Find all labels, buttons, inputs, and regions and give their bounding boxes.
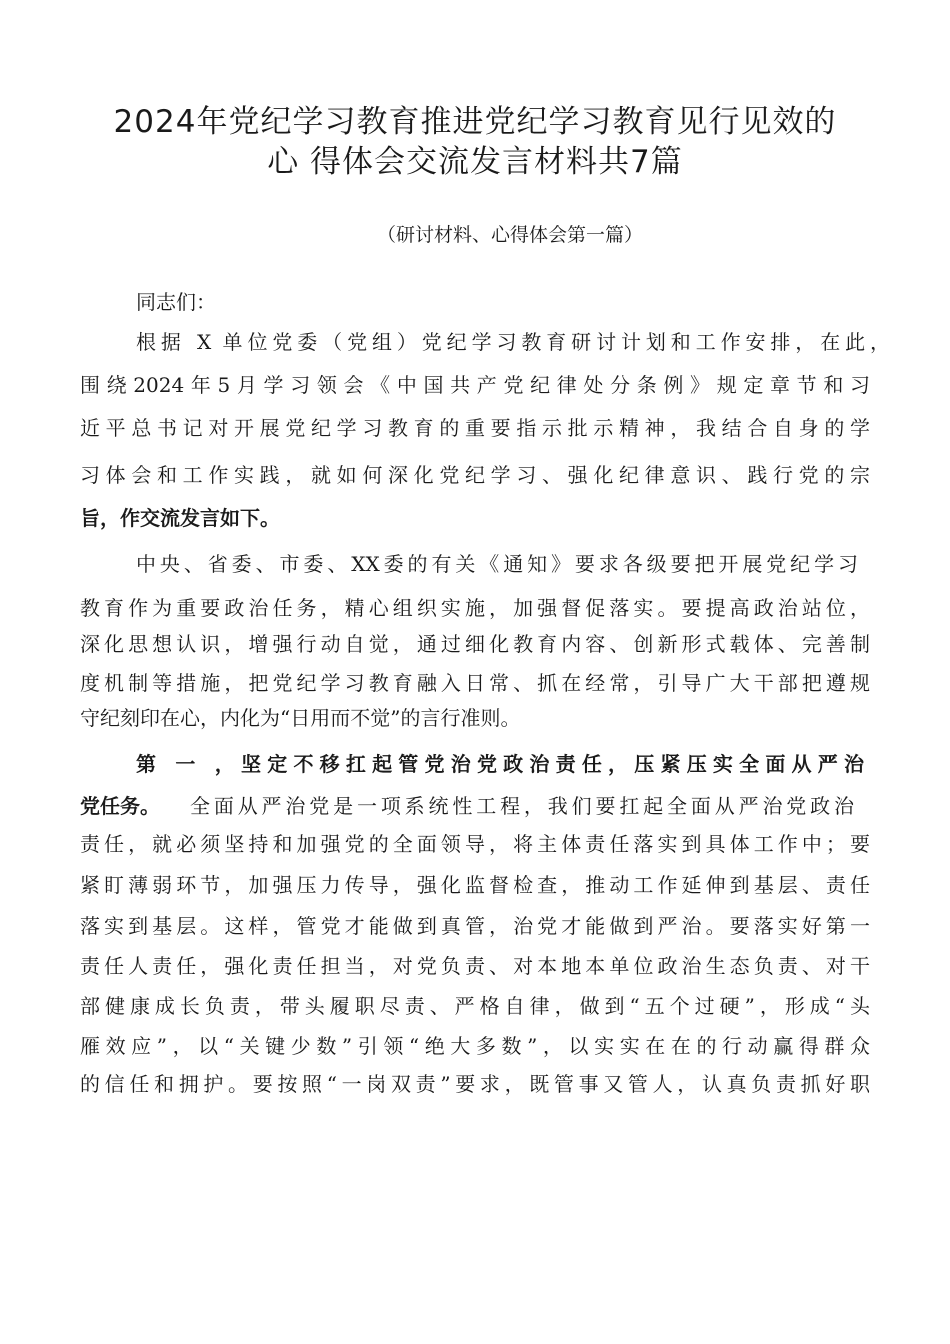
paragraph-2-line: 中央、省委、市委、XX委的有关《通知》要求各级要把开展党纪学习: [136, 552, 858, 576]
paragraph-1-line: 围绕2024年5月学习领会《中国共产党纪律处分条例》规定章节和习: [80, 373, 870, 397]
paragraph-3-line: 责任人责任，强化责任担当，对党负责、对本地本单位政治生态负责、对干: [80, 954, 870, 978]
paragraph-3-line: 落实到基层。这样，管党才能做到真管，治党才能做到严治。要落实好第一: [80, 914, 870, 938]
document-title-line-2: 心 得体会交流发言材料共7篇: [267, 144, 683, 180]
paragraph-1-line: 根据 X 单位党委（党组）党纪学习教育研讨计划和工作安排，在此，: [136, 330, 890, 354]
paragraph-3-line: 雁效应”，以“关键少数”引领“绝大多数”，以实实在在的行动赢得群众: [80, 1034, 870, 1058]
paragraph-2-line: 守纪刻印在心，内化为“日用而不觉”的言行准则。: [80, 706, 521, 730]
paragraph-1-line: 近平总书记对开展党纪学习教育的重要指示批示精神，我结合自身的学: [80, 416, 870, 440]
document-subtitle: （研讨材料、心得体会第一篇）: [376, 224, 643, 246]
paragraph-3-line: 的信任和拥护。要按照“一岗双责”要求，既管事又管人，认真负责抓好职: [80, 1072, 870, 1096]
paragraph-3-line: 部健康成长负责，带头履职尽责、严格自律，做到“五个过硬”，形成“头: [80, 994, 870, 1018]
paragraph-1-line: 旨，作交流发言如下。: [80, 506, 280, 530]
section-heading-line-2: 党任务。: [80, 794, 160, 818]
paragraph-3-line: 责任，就必须坚持和加强党的全面领导，将主体责任落实到具体工作中；要: [80, 832, 870, 856]
section-heading-line-1: 第 一 ，坚定不移扛起管党治党政治责任，压紧压实全面从严治: [136, 752, 864, 776]
paragraph-2-line: 度机制等措施，把党纪学习教育融入日常、抓在经常，引导广大干部把遵规: [80, 671, 870, 695]
paragraph-1-line: 习体会和工作实践，就如何深化党纪学习、强化纪律意识、践行党的宗: [80, 463, 870, 487]
salutation: 同志们：: [136, 290, 216, 314]
paragraph-2-line: 深化思想认识，增强行动自觉，通过细化教育内容、创新形式载体、完善制: [80, 632, 870, 656]
document-title-line-1: 2024年党纪学习教育推进党纪学习教育见行见效的: [113, 104, 837, 140]
paragraph-3-line: 全面从严治党是一项系统性工程，我们要扛起全面从严治党政治: [190, 794, 854, 818]
paragraph-2-line: 教育作为重要政治任务，精心组织实施，加强督促落实。要提高政治站位，: [80, 596, 870, 620]
paragraph-3-line: 紧盯薄弱环节，加强压力传导，强化监督检查，推动工作延伸到基层、责任: [80, 873, 870, 897]
